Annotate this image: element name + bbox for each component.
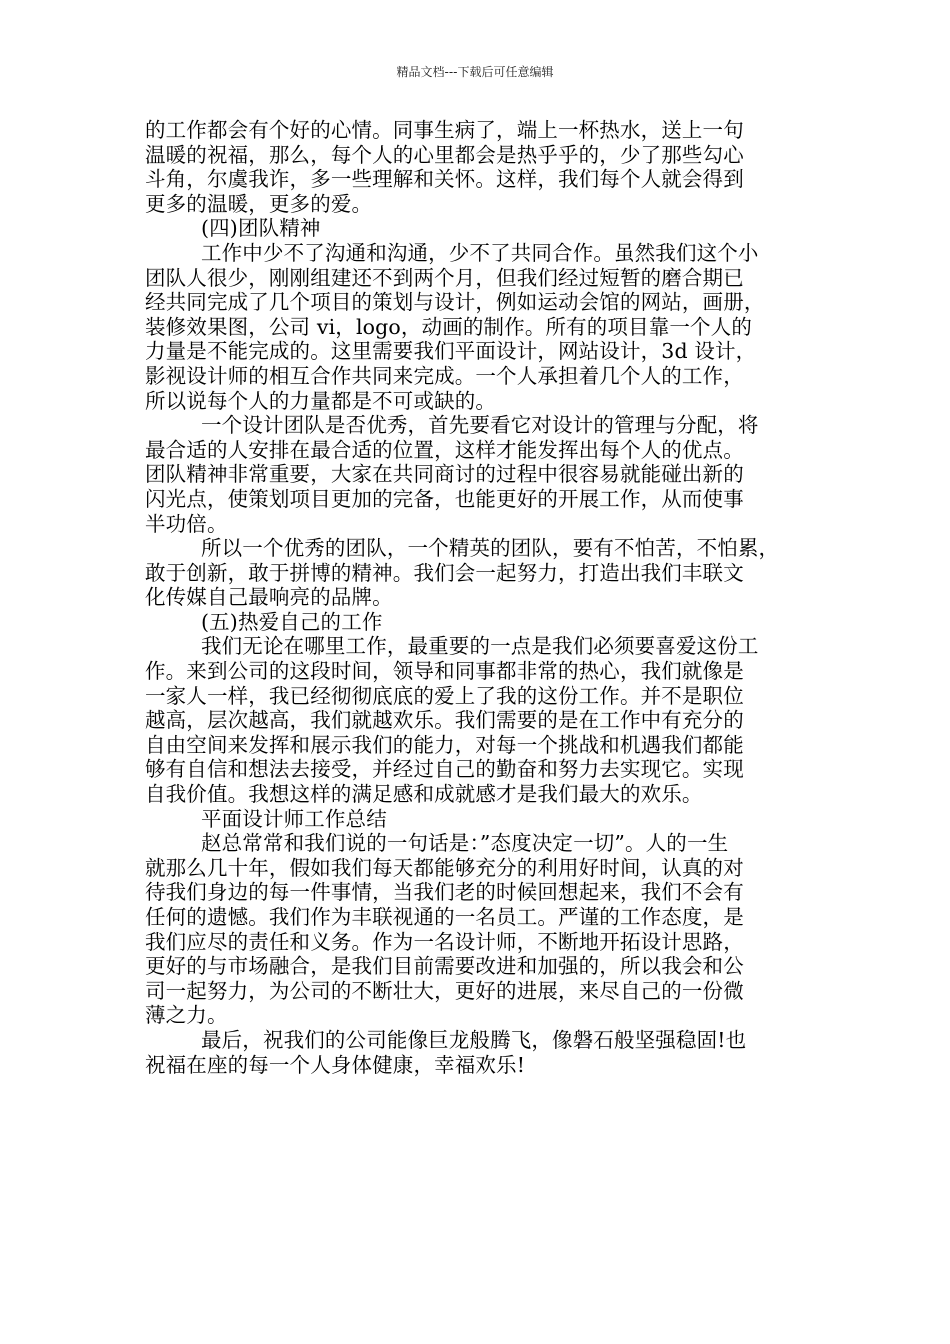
text-line: 作。来到公司的这段时间，领导和同事都非常的热心，我们就像是 <box>145 659 744 684</box>
text-line: 最合适的人安排在最合适的位置，这样才能发挥出每个人的优点。 <box>145 437 744 462</box>
section-heading-summary: 平面设计师工作总结 <box>201 806 387 831</box>
text-line: 我们应尽的责任和义务。作为一名设计师，不断地开拓设计思路， <box>145 929 744 954</box>
text-line: 够有自信和想法去接受，并经过自己的勤奋和努力去实现它。实现 <box>145 757 744 782</box>
text-line: 装修效果图，公司 vi，logo，动画的制作。所有的项目靠一个人的 <box>145 314 752 339</box>
text-line: 越高，层次越高，我们就越欢乐。我们需要的是在工作中有充分的 <box>145 708 744 733</box>
text-line: 影视设计师的相互合作共同来完成。一个人承担着几个人的工作， <box>145 363 744 388</box>
text-line: 就那么几十年，假如我们每天都能够充分的利用好时间，认真的对 <box>145 855 744 880</box>
text-line: 赵总常常和我们说的一句话是：”态度决定一切”。人的一生 <box>201 831 729 856</box>
text-line: 团队精神非常重要，大家在共同商讨的过程中很容易就能碰出新的 <box>145 462 744 487</box>
text-line: 自由空间来发挥和展示我们的能力，对每一个挑战和机遇我们都能 <box>145 732 744 757</box>
page-header: 精品文档---下载后可任意编辑 <box>396 65 554 79</box>
text-line: 斗角，尔虞我诈，多一些理解和关怀。这样，我们每个人就会得到 <box>145 167 744 192</box>
text-line: 半功倍。 <box>145 511 228 536</box>
text-line: 司一起努力，为公司的不断壮大，更好的进展，来尽自己的一份微 <box>145 978 744 1003</box>
text-line: 闪光点，使策划项目更加的完备，也能更好的开展工作，从而使事 <box>145 486 744 511</box>
text-line: 一家人一样，我已经彻彻底底的爱上了我的这份工作。并不是职位 <box>145 683 744 708</box>
text-line: 所以说每个人的力量都是不可或缺的。 <box>145 388 497 413</box>
text-line: 化传媒自己最响亮的品牌。 <box>145 585 393 610</box>
section-heading-love-work: (五)热爱自己的工作 <box>201 609 383 634</box>
text-line: 所以一个优秀的团队，一个精英的团队，要有不怕苦，不怕累， <box>201 536 780 561</box>
text-line: 温暖的祝福，那么，每个人的心里都会是热乎乎的，少了那些勾心 <box>145 142 744 167</box>
text-line: 更多的温暖，更多的爱。 <box>145 191 373 216</box>
text-line: 待我们身边的每一件事情，当我们老的时候回想起来，我们不会有 <box>145 880 744 905</box>
text-line: 工作中少不了沟通和沟通，少不了共同合作。虽然我们这个小 <box>201 240 759 265</box>
text-line: 最后，祝我们的公司能像巨龙般腾飞，像磐石般坚强稳固!也 <box>201 1027 747 1052</box>
text-line: 自我价值。我想这样的满足感和成就感才是我们最大的欢乐。 <box>145 782 703 807</box>
text-line: 更好的与市场融合，是我们目前需要改进和加强的，所以我会和公 <box>145 954 744 979</box>
text-line: 的工作都会有个好的心情。同事生病了，端上一杯热水，送上一句 <box>145 118 744 142</box>
text-line: 经共同完成了几个项目的策划与设计，例如运动会馆的网站，画册， <box>145 290 765 315</box>
document-body <box>145 118 815 1077</box>
text-line: 团队人很少，刚刚组建还不到两个月，但我们经过短暂的磨合期已 <box>145 265 744 290</box>
text-line: 任何的遗憾。我们作为丰联视通的一名员工。严谨的工作态度，是 <box>145 905 744 929</box>
text-line: 敢于创新，敢于拼博的精神。我们会一起努力，打造出我们丰联文 <box>145 560 744 585</box>
text-line: 我们无论在哪里工作，最重要的一点是我们必须要喜爱这份工 <box>201 634 759 659</box>
text-line: 力量是不能完成的。这里需要我们平面设计，网站设计，3d 设计， <box>145 339 757 364</box>
text-line: 祝福在座的每一个人身体健康，幸福欢乐! <box>145 1052 526 1077</box>
text-line: 一个设计团队是否优秀，首先要看它对设计的管理与分配，将 <box>201 413 759 438</box>
text-line: 薄之力。 <box>145 1003 228 1028</box>
section-heading-team-spirit: (四)团队精神 <box>201 216 321 241</box>
